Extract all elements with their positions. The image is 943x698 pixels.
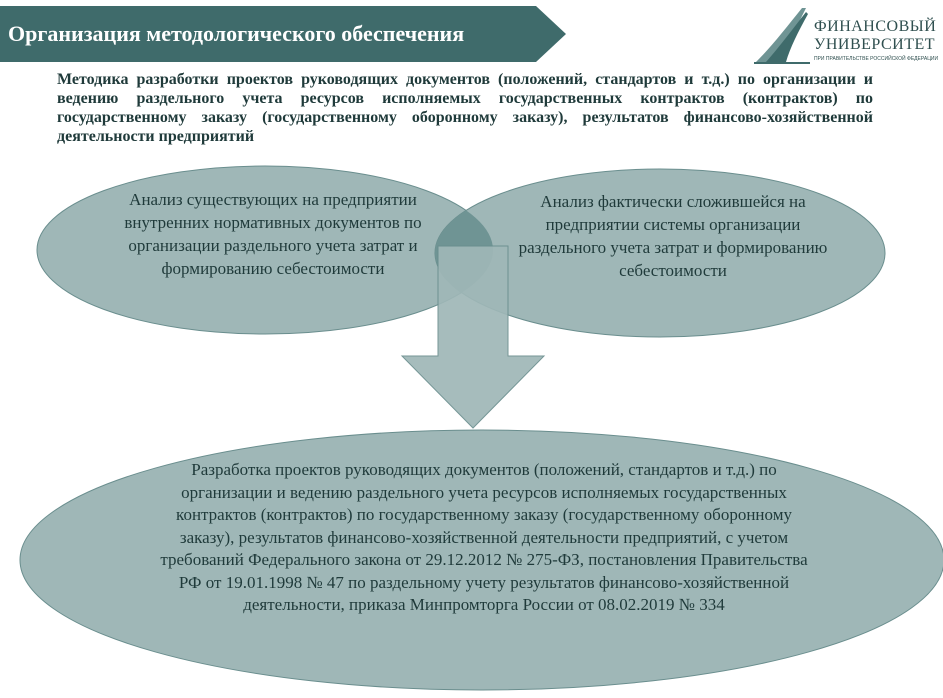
bottom-oval-text: Разработка проектов руководящих документов (положений, стандартов и т.д.) по организации и ведению раздельного учета ресурсов исполняемых государственных контрактов (контрактов) по государственному заказу (государственному оборонному заказу), результатов финансово-хозяйственной деятельности предприятий, с учетом требований Федерального закона от 29.12.2012 № 275-ФЗ, постановления Правительства РФ от 19.01.1998 № 47 по раздельному учету результатов финансово-хозяйственной деятельности, приказа Минпромторга России от 08.02.2019 № 334	[160, 460, 808, 614]
page-title: Организация методологического обеспечения	[8, 21, 465, 46]
left-oval-text: Анализ существующих на предприятии внутренних нормативных документов по организации раздельного учета затрат и формированию себестоимости	[124, 190, 422, 278]
logo-text-line3: ПРИ ПРАВИТЕЛЬСТВЕ РОССИЙСКОЙ ФЕДЕРАЦИИ	[814, 56, 939, 62]
logo-text-line2: УНИВЕРСИТЕТ	[814, 36, 936, 53]
methodology-description: Методика разработки проектов руководящих документов (положений, стандартов и т.д.) по организации и ведению раздельного учета ресурсов исполняемых государственных контрактов (контрактов) по государственному заказу (государственному оборонному заказу), результатов финансово-хозяйственной деятельности предприятий	[57, 71, 873, 145]
right-oval-text: Анализ фактически сложившейся на предприятии системы организации раздельного учета затрат и формированию себестоимости	[518, 192, 828, 280]
logo-text-line1: ФИНАНСОВЫЙ	[814, 18, 937, 35]
